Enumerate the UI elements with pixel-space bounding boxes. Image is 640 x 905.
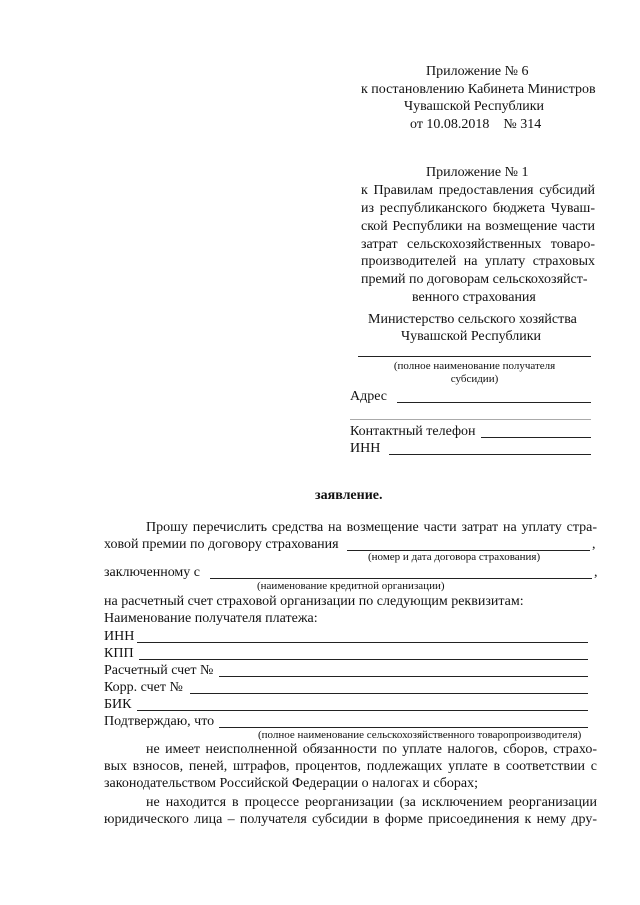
- condition1-line1: не имеет неисполненной обязанности по уплате налогов, сборов, страхо-: [146, 742, 597, 757]
- appendix6-line4: от 10.08.2018 № 314: [410, 117, 542, 132]
- appendix6-line3: Чувашской Республики: [404, 99, 545, 114]
- appendix6-line2: к постановлению Кабинета Министров: [361, 82, 596, 97]
- field-corr-account-line[interactable]: [190, 693, 588, 694]
- recipient-hint: субсидии): [450, 373, 499, 385]
- account-intro: на расчетный счет страховой организации по следующим реквизитам:: [104, 594, 524, 609]
- credit-org-line[interactable]: [210, 578, 592, 579]
- field-inn-line[interactable]: [137, 642, 588, 643]
- field-inn-label: ИНН: [104, 629, 135, 644]
- address-line[interactable]: [397, 402, 591, 403]
- field-kpp-label: КПП: [104, 646, 134, 661]
- appendix1-line: венного страхования: [412, 290, 536, 305]
- contract-comma: ,: [592, 537, 596, 552]
- phone-label: Контактный телефон: [350, 424, 476, 439]
- condition2-line2: юридического лица – получателя субсидии в форме присоединения к нему дру-: [104, 812, 597, 827]
- field-kpp-line[interactable]: [139, 659, 588, 660]
- request-paragraph-line2: ховой премии по договору страхования: [104, 537, 339, 552]
- confirm-label: Подтверждаю, что: [104, 714, 215, 729]
- recipient-hint: (полное наименование получателя: [393, 360, 556, 372]
- ministry-name: Министерство сельского хозяйства: [368, 312, 577, 327]
- field-bik-label: БИК: [104, 697, 132, 712]
- appendix1-line: к Правилам предоставления субсидий: [361, 183, 595, 198]
- credit-org-comma: ,: [594, 565, 598, 580]
- field-account-label: Расчетный счет №: [104, 663, 214, 678]
- condition2-line1: не находится в процессе реорганизации (за исключением реорганизации: [146, 795, 597, 810]
- field-corr-account-label: Корр. счет №: [104, 680, 183, 695]
- inn-line[interactable]: [389, 454, 591, 455]
- concluded-with-label: заключенному с: [104, 565, 201, 580]
- payee-name-label: Наименование получателя платежа:: [104, 611, 318, 626]
- appendix6-line1: Приложение № 6: [426, 64, 529, 79]
- ministry-republic: Чувашской Республики: [401, 329, 542, 344]
- document-title: заявление.: [315, 488, 383, 503]
- condition1-line3: законодательством Российской Федерации о налогах и сборах;: [104, 776, 479, 791]
- appendix1-line: из республиканского бюджета Чуваш-: [361, 201, 595, 216]
- producer-name-line[interactable]: [219, 727, 588, 728]
- appendix1-line: ской Республики на возмещение части: [361, 219, 595, 234]
- recipient-name-line[interactable]: [358, 356, 591, 357]
- appendix1-title: Приложение № 1: [426, 165, 529, 180]
- condition1-line2: вых взносов, пеней, штрафов, процентов, подлежащих уплате в соответствии с: [104, 759, 597, 774]
- request-paragraph-line1: Прошу перечислить средства на возмещение части затрат на уплату стра-: [146, 520, 597, 535]
- address-line-2[interactable]: [350, 419, 591, 420]
- appendix1-line: премий по договорам сельскохозяйст-: [361, 272, 588, 287]
- credit-org-hint: (наименование кредитной организации): [257, 580, 445, 592]
- phone-line[interactable]: [481, 437, 591, 438]
- appendix1-line: затрат сельскохозяйственных товаро-: [361, 237, 595, 252]
- field-bik-line[interactable]: [137, 710, 588, 711]
- address-label: Адрес: [350, 389, 388, 404]
- inn-label: ИНН: [350, 441, 381, 456]
- producer-hint: (полное наименование сельскохозяйственного товаропроизводителя): [258, 729, 582, 741]
- appendix1-line: производителей на уплату страховых: [361, 254, 595, 269]
- field-account-line[interactable]: [219, 676, 588, 677]
- contract-hint: (номер и дата договора страхования): [368, 551, 541, 563]
